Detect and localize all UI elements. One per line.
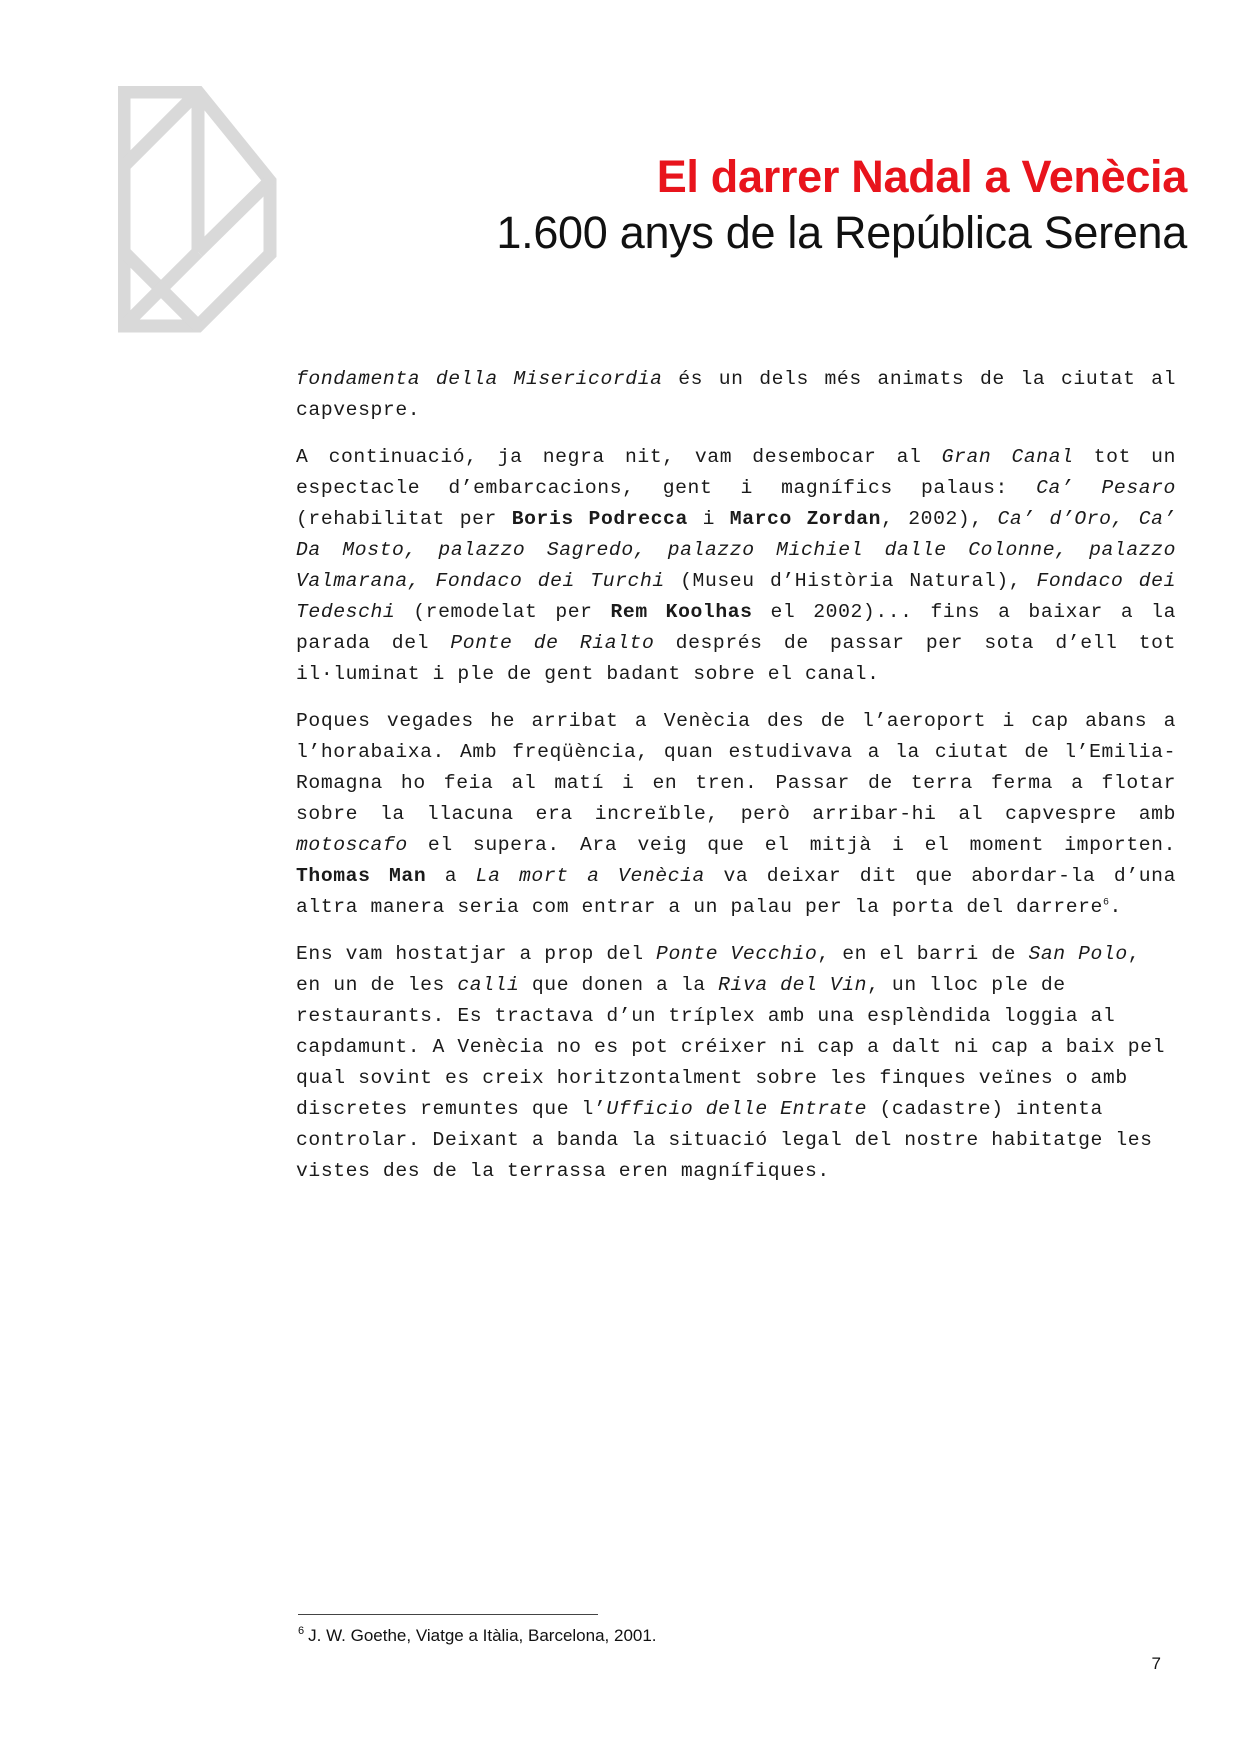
italic-run: Ca’ Pesaro [1036,477,1176,499]
italic-run: La mort a Venècia [475,865,705,887]
text-run: (rehabilitat per [296,508,512,530]
paragraph [296,706,1176,923]
italic-run: calli [457,974,520,996]
text-run: A continuació, ja negra nit, vam desembocar al [296,446,942,468]
italic-run: San Polo [1028,943,1128,965]
text-run: el 2002)... fins a baixar a la parada del [296,601,1176,654]
italic-run: Fondaco dei Tedeschi [296,570,1176,623]
text-run: , un lloc ple de restaurants. Es tractava d’un tríplex amb una esplèndida loggia al capdamunt. A Venècia no es pot créixer ni cap a dalt ni cap a baix pel qual sovint es creix horitzontalment sobre les finques veïnes o amb discretes remuntes que l’ [296,974,1166,1120]
text-run: , en un de les [296,943,1141,996]
footnote [298,1626,657,1646]
bold-run: Marco Zordan [729,508,882,530]
text-run: va deixar dit que abordar-la d’una altra manera seria com entrar a un palau per la porta del darrere [296,865,1176,918]
text-run: , en el barri de [817,943,1029,965]
italic-run: Ufficio delle Entrate [606,1098,868,1120]
paragraph [296,364,1176,426]
bold-run: Thomas Man [296,865,427,887]
logo-icon [118,86,318,366]
footnote-divider [298,1614,598,1615]
text-run: (remodelat per [395,601,611,623]
italic-run: fondamenta della Misericordia [296,368,663,390]
italic-run: Riva del Vin [718,974,868,996]
italic-run: Gran Canal [941,446,1074,468]
text-run: el supera. Ara veig que el mitjà i el moment importen. [407,834,1176,856]
bold-run: Rem Koolhas [610,601,753,623]
italic-run: Ponte Vecchio [656,943,818,965]
footnote-ref: 6 [1102,897,1110,909]
text-run: que donen a la [519,974,719,996]
page-subtitle: 1.600 anys de la República Serena [496,207,1187,258]
italic-run: motoscafo [296,834,408,856]
paragraph [296,939,1176,1187]
paragraph [296,442,1176,690]
text-run: és un dels més animats de la ciutat al capvespre. [296,368,1176,421]
text-run: Poques vegades he arribat a Venècia des de l’aeroport i cap abans a l’horabaixa. Amb freqüència, quan estudivava a la ciutat de l’Emilia-Romagna ho feia al matí i en tren. Passar de terra ferma a flotar sobre la llacuna era increïble, però arribar-hi al capvespre amb [296,710,1176,825]
text-run: Ens vam hostatjar a prop del [296,943,657,965]
article-body [296,364,1176,1203]
page-number: 7 [1151,1654,1161,1673]
header [496,150,1187,262]
bold-run: Boris Podrecca [511,508,688,530]
text-run: , 2002), [881,508,998,530]
text-run: després de passar per sota d’ell tot il·luminat i ple de gent badant sobre el canal. [296,632,1176,685]
text-run: . [1109,896,1122,918]
footnote-number: 6 [298,1625,305,1638]
italic-run: Ponte de Rialto [450,632,655,654]
footnote-text: J. W. Goethe, Viatge a Itàlia, Barcelona, 2001. [308,1626,657,1645]
italic-run: Ca’ d’Oro, Ca’ Da Mosto, palazzo Sagredo, palazzo Michiel dalle Colonne, palazzo Valmarana, Fondaco dei Turchi [296,508,1176,592]
text-run: i [687,508,730,530]
text-run: (cadastre) intenta controlar. Deixant a banda la situació legal del nostre habitatge les vistes des de la terrassa eren magnífiques. [296,1098,1153,1182]
text-run: tot un espectacle d’embarcacions, gent i magnífics palaus: [296,446,1177,499]
text-run: (Museu d’Història Natural), [664,570,1037,592]
page-title: El darrer Nadal a Venècia [656,151,1187,202]
text-run: a [426,865,476,887]
